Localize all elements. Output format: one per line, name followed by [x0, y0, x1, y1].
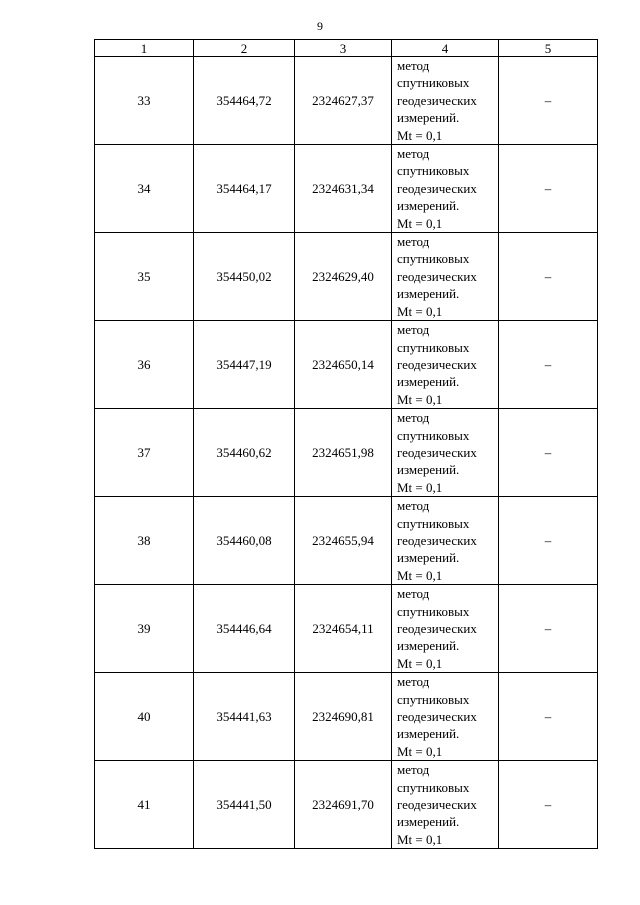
coordinate-x: 354441,63 — [194, 673, 295, 761]
method-line: спутниковых — [397, 515, 470, 531]
method-line: геодезических — [397, 268, 477, 284]
note-cell: – — [499, 57, 598, 145]
point-number: 39 — [95, 585, 194, 673]
method-line: метод — [397, 498, 430, 514]
point-number: 36 — [95, 321, 194, 409]
measurement-method — [392, 57, 499, 145]
coordinate-y: 2324654,11 — [295, 585, 392, 673]
method-accuracy: Mt = 0,1 — [397, 479, 443, 495]
method-accuracy: Mt = 0,1 — [397, 391, 443, 407]
table-row — [95, 761, 598, 849]
point-number: 37 — [95, 409, 194, 497]
method-line: геодезических — [397, 621, 477, 636]
method-accuracy: Mt = 0,1 — [397, 215, 443, 231]
note-cell: – — [499, 497, 598, 585]
header-col-3: 3 — [295, 40, 392, 57]
coordinates-table — [94, 39, 598, 849]
point-number: 35 — [95, 233, 194, 321]
coordinate-y: 2324691,70 — [295, 761, 392, 849]
note-cell: – — [499, 761, 598, 849]
method-line: спутниковых — [397, 691, 470, 707]
header-col-2: 2 — [194, 40, 295, 57]
method-line: геодезических — [397, 532, 477, 548]
coordinate-x: 354464,72 — [194, 57, 295, 145]
method-line: спутниковых — [397, 339, 470, 355]
method-accuracy: Mt = 0,1 — [397, 127, 443, 143]
header-col-1: 1 — [95, 40, 194, 57]
measurement-method — [392, 409, 499, 497]
table-row — [95, 57, 598, 145]
method-line: спутниковых — [397, 427, 470, 443]
method-accuracy: Mt = 0,1 — [397, 743, 443, 759]
coordinate-x: 354446,64 — [194, 585, 295, 673]
method-line: измерений. — [397, 286, 460, 302]
point-number: 33 — [95, 57, 194, 145]
measurement-method — [392, 321, 499, 409]
method-line: метод — [397, 322, 430, 338]
note-cell: – — [499, 145, 598, 233]
point-number: 40 — [95, 673, 194, 761]
coordinate-x: 354460,62 — [194, 409, 295, 497]
table-row — [95, 145, 598, 233]
note-cell: – — [499, 321, 598, 409]
method-line: спутниковых — [397, 779, 470, 795]
method-accuracy: Mt = 0,1 — [397, 655, 443, 671]
coordinate-y: 2324655,94 — [295, 497, 392, 585]
measurement-method — [392, 233, 499, 321]
coordinate-x: 354460,08 — [194, 497, 295, 585]
method-accuracy: Mt = 0,1 — [397, 831, 443, 847]
measurement-method — [392, 673, 499, 761]
point-number: 38 — [95, 497, 194, 585]
coordinate-x: 354441,50 — [194, 761, 295, 849]
coordinate-y: 2324631,34 — [295, 145, 392, 233]
coordinate-x: 354450,02 — [194, 233, 295, 321]
coordinate-y: 2324651,98 — [295, 409, 392, 497]
method-line: измерений. — [397, 726, 460, 742]
method-line: измерений. — [397, 374, 460, 390]
method-accuracy: Mt = 0,1 — [397, 567, 443, 583]
table-body — [95, 57, 598, 849]
method-line: геодезических — [397, 92, 477, 108]
method-line: геодезических — [397, 180, 477, 196]
method-line: метод — [397, 674, 430, 690]
note-cell: – — [499, 673, 598, 761]
method-line: метод — [397, 586, 430, 602]
method-line: метод — [397, 410, 430, 426]
method-accuracy: Mt = 0,1 — [397, 303, 443, 319]
method-line: спутниковых — [397, 163, 470, 179]
method-line: измерений. — [397, 198, 460, 214]
header-col-4: 4 — [392, 40, 499, 57]
method-line: измерений. — [397, 814, 460, 830]
table-row — [95, 321, 598, 409]
method-line: измерений. — [397, 638, 460, 654]
coordinate-x: 354447,19 — [194, 321, 295, 409]
method-line: метод — [397, 146, 430, 162]
method-line: геодезических — [397, 797, 477, 813]
method-line: спутниковых — [397, 603, 470, 619]
table-row — [95, 497, 598, 585]
table-header — [95, 40, 598, 57]
coordinate-y: 2324690,81 — [295, 673, 392, 761]
table-row — [95, 409, 598, 497]
coordinate-x: 354464,17 — [194, 145, 295, 233]
point-number: 34 — [95, 145, 194, 233]
method-line: измерений. — [397, 462, 460, 478]
method-line: метод — [397, 762, 430, 778]
method-line: геодезических — [397, 444, 477, 460]
table-row — [95, 673, 598, 761]
method-line: спутниковых — [397, 75, 470, 91]
point-number: 41 — [95, 761, 194, 849]
table-row — [95, 585, 598, 673]
measurement-method — [392, 145, 499, 233]
header-row — [95, 40, 598, 57]
note-cell: – — [499, 409, 598, 497]
measurement-method — [392, 761, 499, 849]
method-line: геодезических — [397, 356, 477, 372]
method-line: спутниковых — [397, 251, 470, 267]
page-number: 9 — [317, 19, 323, 33]
method-line: геодезических — [397, 709, 477, 725]
coordinate-y: 2324627,37 — [295, 57, 392, 145]
method-line: измерений. — [397, 110, 460, 126]
measurement-method — [392, 497, 499, 585]
method-line: метод — [397, 58, 430, 73]
measurement-method — [392, 585, 499, 673]
note-cell: – — [499, 585, 598, 673]
header-col-5: 5 — [499, 40, 598, 57]
method-line: метод — [397, 234, 430, 250]
note-cell: – — [499, 233, 598, 321]
method-line: измерений. — [397, 550, 460, 566]
coordinate-y: 2324650,14 — [295, 321, 392, 409]
table-row — [95, 233, 598, 321]
coordinate-y: 2324629,40 — [295, 233, 392, 321]
